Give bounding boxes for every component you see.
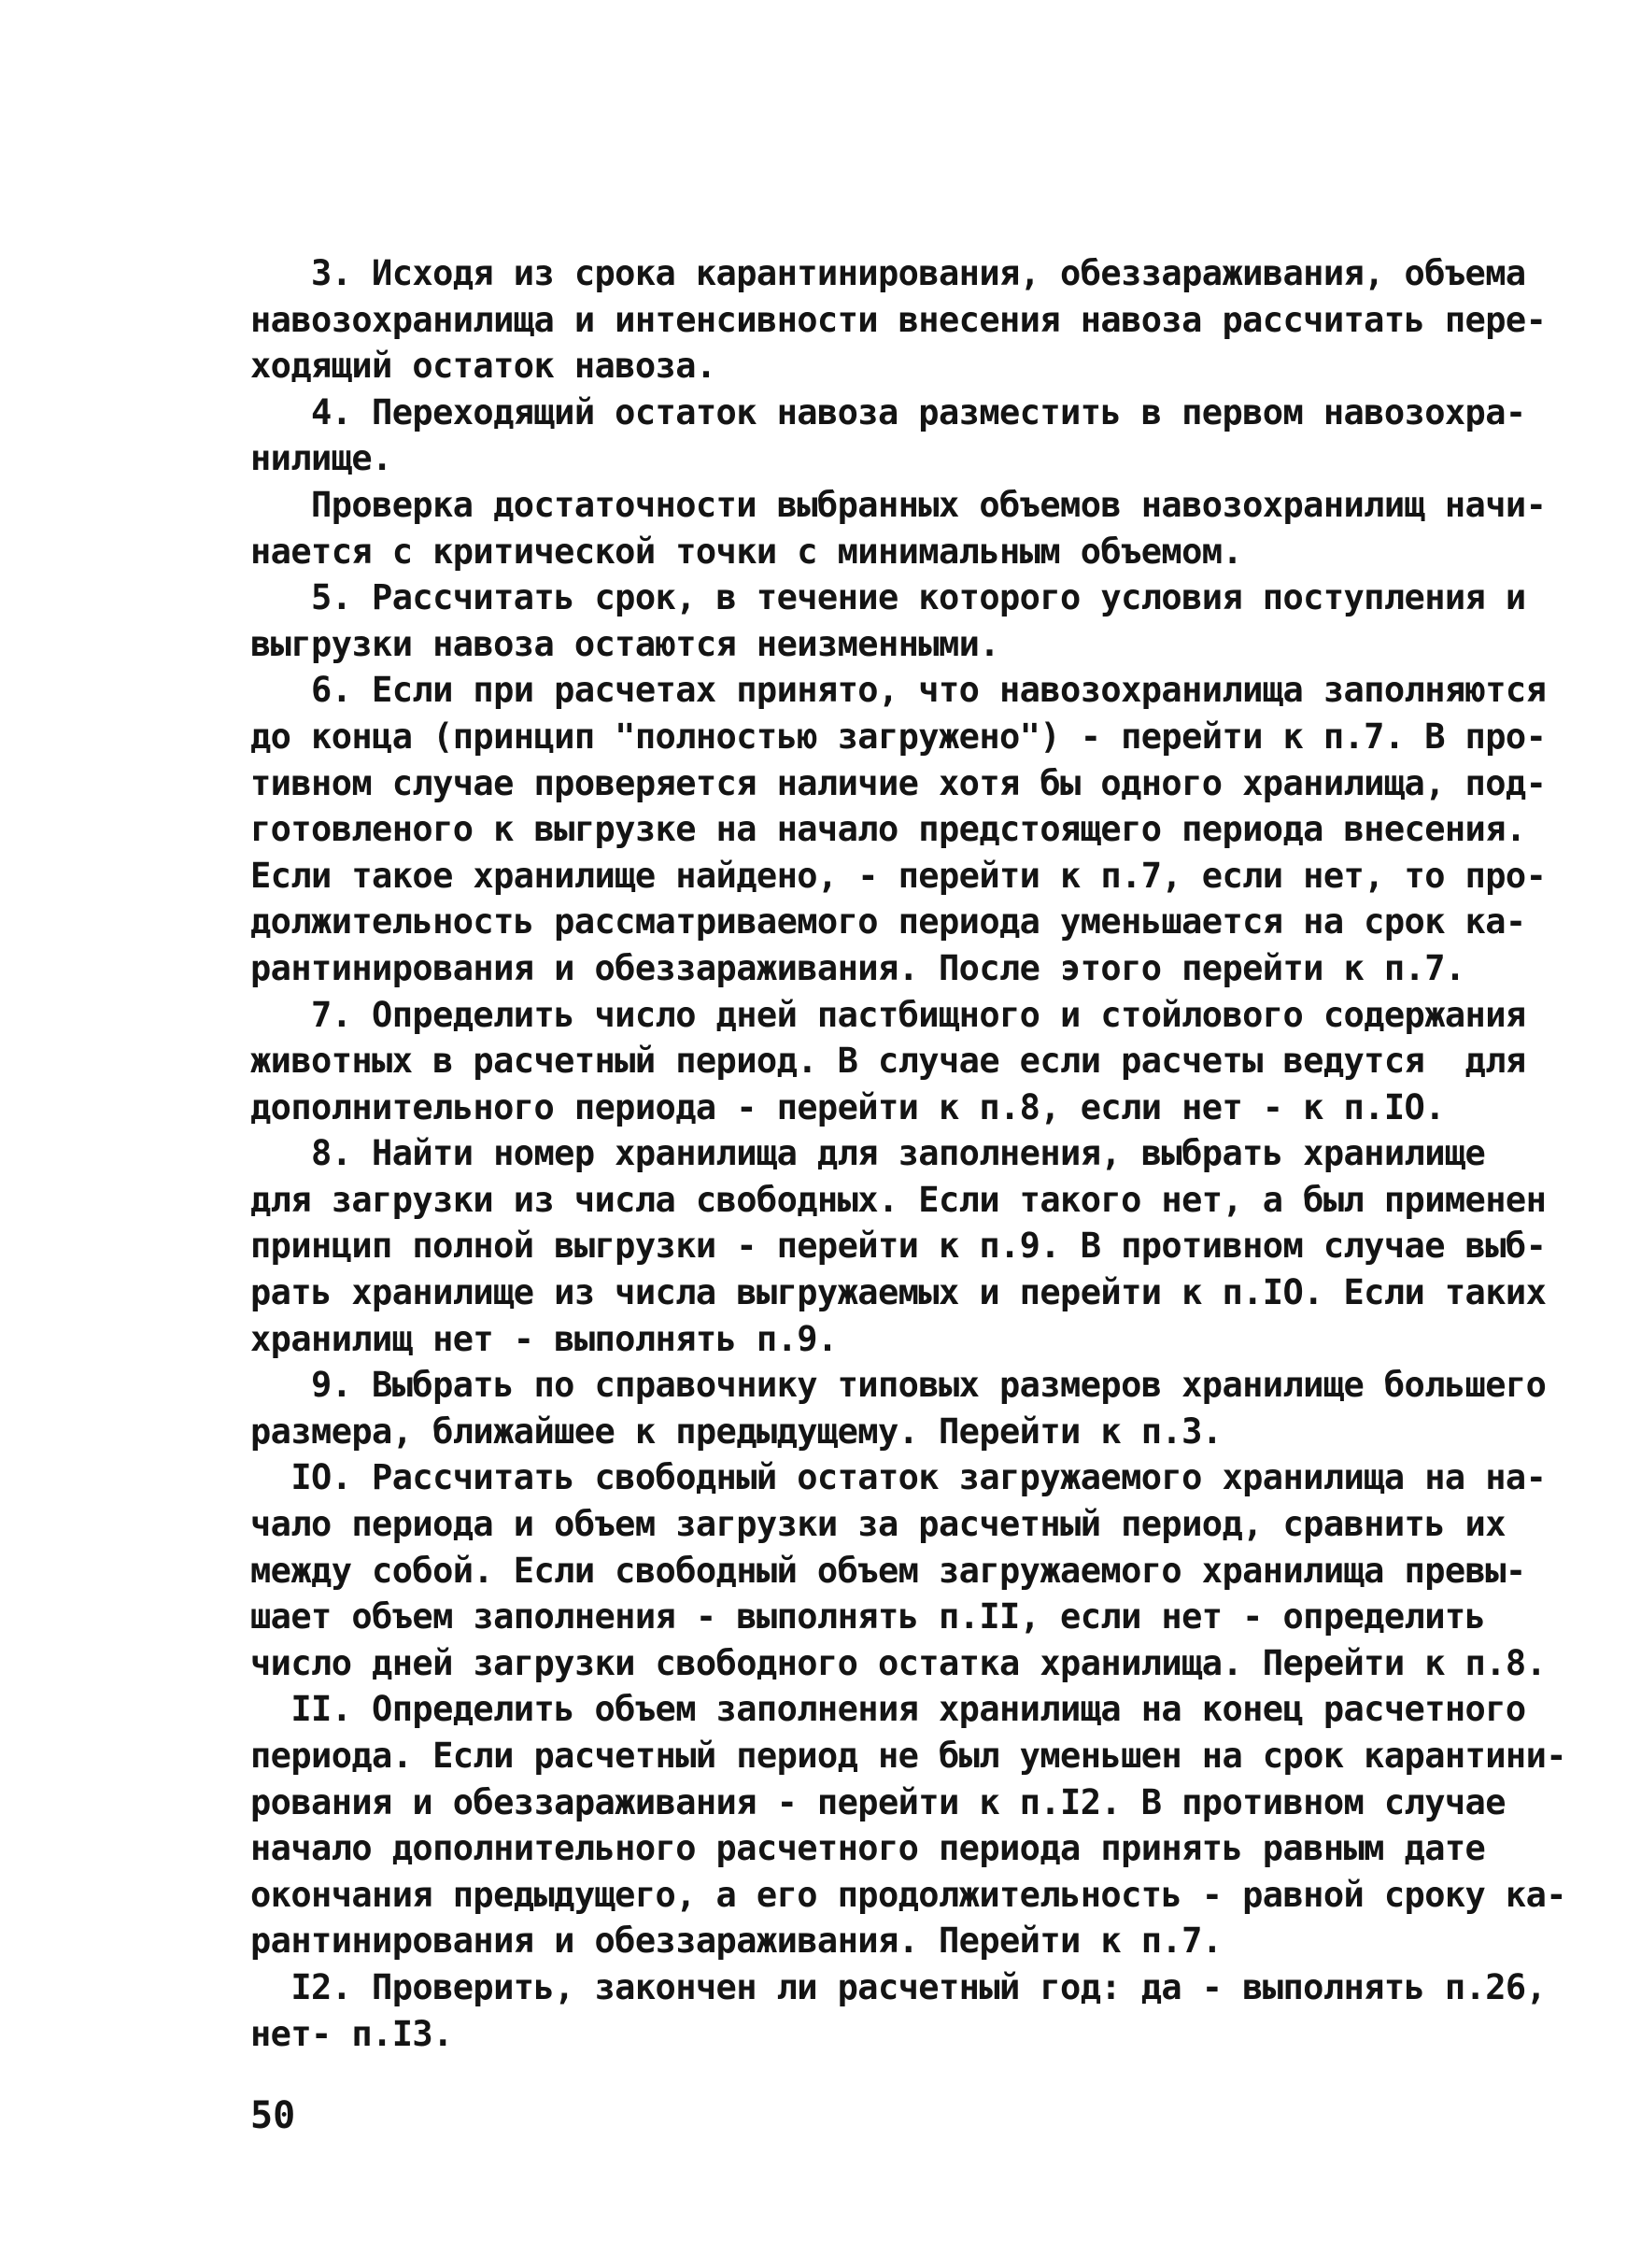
text-line: 5. Рассчитать срок, в течение которого условия поступления и [250,577,1526,618]
text-line: Проверка достаточности выбранных объемов навозохранилищ начи- [250,484,1547,525]
paragraph [250,482,1547,574]
text-line: рать хранилище из числа выгружаемых и перейти к п.IO. Если таких [250,1272,1547,1313]
paragraph [250,390,1526,482]
page-number: 50 [250,2094,296,2137]
paragraph [250,1964,1547,2057]
paragraph [250,667,1547,991]
paragraph [250,574,1526,667]
text-line: должительность рассматриваемого периода уменьшается на срок ка- [250,901,1526,943]
text-line: окончания предыдущего, а его продолжительность - равной сроку ка- [250,1874,1566,1915]
text-line: 7. Определить число дней пастбищного и стойлового содержания [250,994,1526,1035]
text-line: нилище. [250,438,392,479]
text-line: рования и обеззараживания - перейти к п.I2. В противном случае [250,1781,1506,1822]
text-line: рантинирования и обеззараживания. Перейти к п.7. [250,1921,1223,1962]
paragraph [250,1454,1547,1686]
text-line: периода. Если расчетный период не был уменьшен на срок карантини- [250,1736,1566,1776]
text-line: тивном случае проверяется наличие хотя бы одного хранилища, под- [250,762,1547,803]
text-line: 3. Исходя из срока карантинирования, обеззараживания, объема [250,253,1526,293]
text-line: IO. Рассчитать свободный остаток загружаемого хранилища на на- [250,1457,1547,1498]
paragraph [250,250,1547,390]
text-line: навозохранилища и интенсивности внесения навоза рассчитать пере- [250,299,1547,340]
text-line: рантинирования и обеззараживания. После этого перейти к п.7. [250,947,1465,988]
text-line: I2. Проверить, закончен ли расчетный год: да - выполнять п.26, [250,1966,1547,2007]
text-line: хранилищ нет - выполнять п.9. [250,1318,838,1359]
text-line: 4. Переходящий остаток навоза разместить в первом навозохра- [250,391,1526,432]
paragraph [250,1362,1547,1454]
text-line: дополнительного периода - перейти к п.8, если нет - к п.IO. [250,1086,1445,1127]
text-line: Если такое хранилище найдено, - перейти к п.7, если нет, то про- [250,855,1547,896]
text-line: 8. Найти номер хранилища для заполнения, выбрать хранилище [250,1133,1486,1174]
paragraph [250,992,1526,1131]
text-line: готовленого к выгрузке на начало предстоящего периода внесения. [250,809,1526,850]
text-line: 9. Выбрать по справочнику типовых размеров хранилище большего [250,1365,1547,1406]
text-line: ходящий остаток навоза. [250,346,716,387]
paragraph [250,1130,1547,1362]
paragraph [250,1686,1566,1964]
text-line: 6. Если при расчетах принято, что навозохранилища заполняются [250,670,1547,711]
text-line: животных в расчетный период. В случае если расчеты ведутся для [250,1041,1526,1082]
text-line: нет- п.I3. [250,2013,453,2054]
text-line: между собой. Если свободный объем загружаемого хранилища превы- [250,1550,1526,1591]
text-line: для загрузки из числа свободных. Если такого нет, а был применен [250,1179,1547,1220]
text-line: начало дополнительного расчетного периода принять равным дате [250,1828,1486,1869]
text-line: принцип полной выгрузки - перейти к п.9. В противном случае выб- [250,1226,1547,1267]
text-line: шает объем заполнения - выполнять п.II, если нет - определить [250,1596,1486,1637]
text-line: выгрузки навоза остаются неизменными. [250,623,1000,664]
body-text [250,250,1566,2057]
text-line: до конца (принцип "полностью загружено") - перейти к п.7. В про- [250,716,1547,757]
text-line: II. Определить объем заполнения хранилища на конец расчетного [250,1689,1526,1730]
text-line: нается с критической точки с минимальным объемом. [250,531,1243,572]
text-line: размера, ближайшее к предыдущему. Перейти к п.3. [250,1410,1223,1452]
text-line: число дней загрузки свободного остатка хранилища. Перейти к п.8. [250,1642,1547,1683]
text-line: чало периода и объем загрузки за расчетный период, сравнить их [250,1504,1506,1545]
